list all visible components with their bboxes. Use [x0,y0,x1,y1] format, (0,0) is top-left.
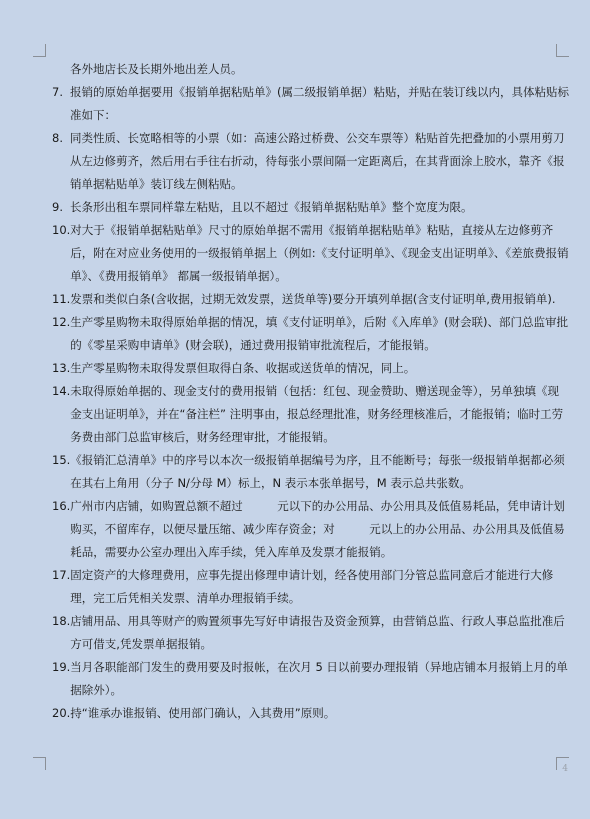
item-number: 12. [52,315,71,329]
item-number: 17. [52,568,71,582]
item-text: 长条形出租车票同样靠左粘贴，且以不超过《报销单据粘贴单》整个宽度为限。 [70,200,473,214]
list-item-14 [52,380,570,449]
list-item-13 [52,357,570,380]
list-item-8 [52,127,570,196]
item-text: 报销的原始单据要用《报销单据粘贴单》(属二级报销单据）粘贴，并贴在装订线以内，具体粘贴标准如下： [70,85,569,122]
item-text: 对大于《报销单据粘贴单》尺寸的原始单据不需用《报销单据粘贴单》粘贴，直接从左边修剪齐后，附在对应业务使用的一级报销单据上（例如:《支付证明单》、《现金支出证明单》、《差旅费报销单》、《费用报销单》 都属一级报销单据）。 [70,223,569,283]
item-number: 8. [52,131,63,145]
item-number: 10. [52,223,71,237]
list-item-12 [52,311,570,357]
corner-mark-top-left [33,44,46,57]
intro-line: 各外地店长及长期外地出差人员。 [70,62,243,76]
list-item-19 [52,656,570,702]
item-text: 同类性质、长宽略相等的小票（如：高速公路过桥费、公交车票等）粘贴首先把叠加的小票用剪刀从左边修剪齐，然后用右手往右折动，待每张小票间隔一定距离后，在其背面涂上胶水，靠齐《报销单据粘贴单》装订线左侧粘贴。 [70,131,565,191]
item-number: 16. [52,499,71,513]
item-text: 当月各职能部门发生的费用要及时报帐，在次月 5 日以前要办理报销（异地店铺本月报销上月的单据除外）。 [70,660,568,697]
corner-mark-top-right [556,44,569,57]
item-text: 持“谁承办谁报销、使用部门确认，入其费用”原则。 [70,706,336,720]
list-item-20 [52,702,570,725]
corner-mark-bottom-left [33,757,46,770]
item-text: 固定资产的大修理费用，应事先提出修理申请计划，经各使用部门分管总监同意后才能进行大修理，完工后凭相关发票、清单办理报销手续。 [70,568,554,605]
item-number: 18. [52,614,71,628]
item-number: 14. [52,384,71,398]
item-number: 11. [52,292,71,306]
item-text: 发票和类似白条(含收据，过期无效发票，送货单等)要分开填列单据(含支付证明单,费用报销单). [70,292,556,306]
item-number: 7. [52,85,63,99]
item-text: 未取得原始单据的、现金支付的费用报销（包括：红包、现金赞助、赠送现金等），另单独填《现金支出证明单》，并在“备注栏” 注明事由，报总经理批准，财务经理核准后，才能报销；临时工劳务费由部门总监审核后，财务经理审批，才能报销。 [70,384,564,444]
item-text: 店铺用品、用具等财产的购置须事先写好申请报告及资金预算，由营销总监、行政人事总监批准后方可借支,凭发票单据报销。 [70,614,565,651]
item-text: 生产零星购物未取得发票但取得白条、收据或送货单的情况，同上。 [70,361,416,375]
list-item-17 [52,564,570,610]
list-item-9 [52,196,570,219]
item-text: 《报销汇总清单》中的序号以本次一级报销单据编号为序，且不能断号；每张一级报销单据都必须在其右上角用（分子 N/分母 M）标上，N 表示本张单据号，M 表示总共张数。 [70,453,565,490]
item-number: 15. [52,453,71,467]
list-item-16 [52,495,570,564]
item-number: 9. [52,200,63,214]
item-number: 20. [52,706,71,720]
item-number: 13. [52,361,71,375]
page-number: 4 [562,764,568,774]
item-text: 生产零星购物未取得原始单据的情况，填《支付证明单》，后附《入库单》(财会联)、部门总监审批的《零星采购申请单》(财会联)，通过费用报销审批流程后，才能报销。 [70,315,569,352]
document-body [52,58,570,725]
list-item-10 [52,219,570,288]
item-number: 19. [52,660,71,674]
item-text: 广州市内店铺，如购置总额不超过 元以下的办公用品、办公用具及低值易耗品，凭申请计划购买，不留库存，以便尽量压缩、减少库存资金；对 元以上的办公用品、办公用具及低值易耗品，需要办公室办理出入库手续，凭入库单及发票才能报销。 [70,499,565,559]
list-item-15 [52,449,570,495]
list-item-7 [52,81,570,127]
list-item-11 [52,288,570,311]
list-item-18 [52,610,570,656]
